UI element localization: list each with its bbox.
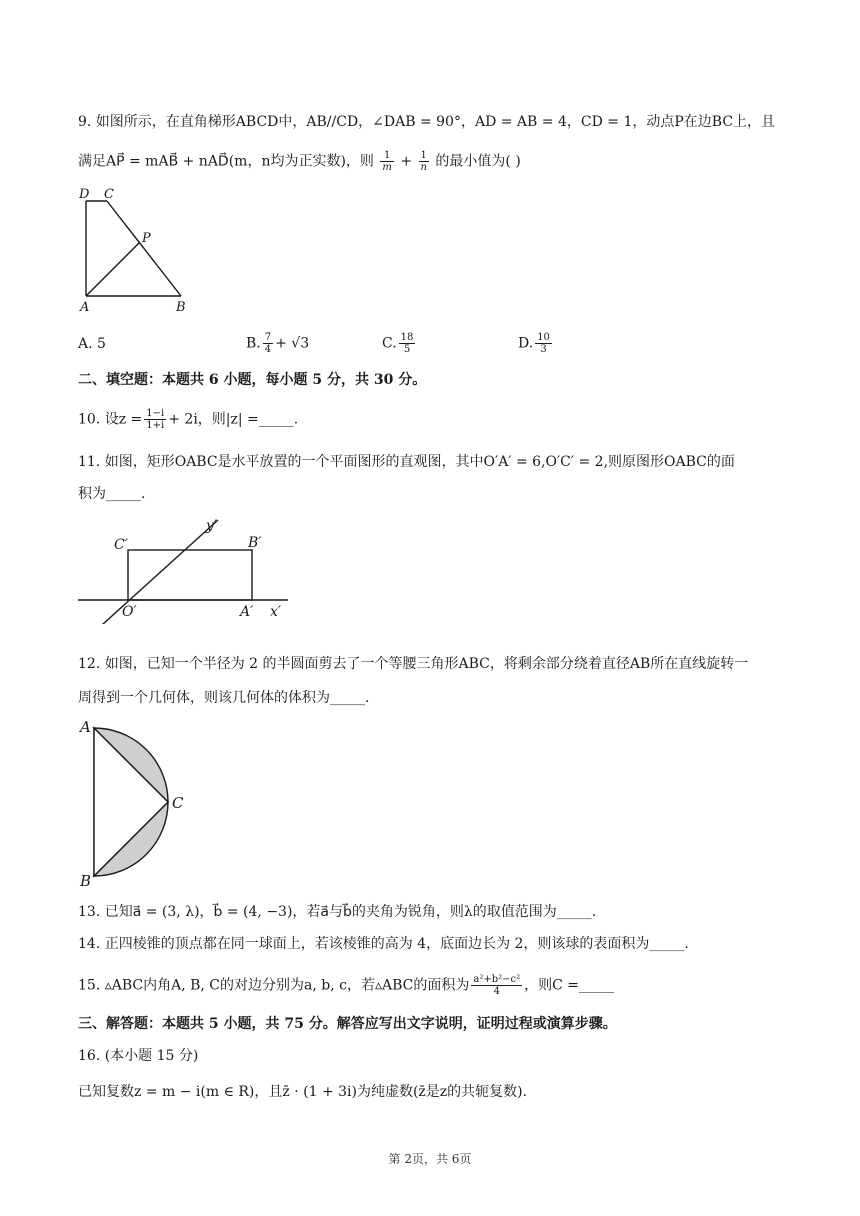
label-c: C [172,794,184,812]
q12-line2: 周得到一个几何体，则该几何体的体积为_____. [78,690,370,706]
q10-line: 10. 设z = $\frac{1-i}{1+i}$ + 2i，则|z| =_____. [78,408,299,431]
q12-semicircle-figure [74,716,204,890]
section3-heading: 三、解答题：本题共 5 小题，共 75 分。解答应写出文字说明，证明过程或演算步骤。 [78,1016,617,1032]
q16-body: 已知复数z = m − i(m ∈ R)，且z̄ · (1 + 3i)为纯虚数(z̄是z的共轭复数). [78,1084,528,1100]
label-d: D [79,187,90,202]
page-footer: 第 2页，共 6页 [388,1152,472,1166]
label-x-prime: x′ [270,604,282,620]
label-b: B [176,300,186,314]
label-a: A [80,718,91,736]
q14-line: 14. 正四棱锥的顶点都在同一球面上，若该棱锥的高为 4，底面边长为 2，则该球的表面积为_____. [78,936,689,952]
q13-line: 13. 已知a⃗ = (3, λ)，b⃗ = (4, −3)，若a⃗与b⃗的夹角为锐角，则λ的取值范围为_____. [78,904,597,920]
q9-trapezoid-figure [74,184,194,314]
q11-oblique-figure [76,514,296,624]
label-b-prime: B′ [248,535,262,551]
label-c: C [104,187,114,202]
label-a-prime: A′ [240,604,254,620]
q11-line1: 11. 如图，矩形OABC是水平放置的一个平面图形的直观图，其中O′A′ = 6,O′C′ = 2,则原图形OABC的面 [78,454,735,470]
q11-line2: 积为_____. [78,486,146,502]
q9-line2-b: 的最小值为( ) [435,153,521,170]
label-c-prime: C′ [114,537,128,553]
q9-choice-c: C. $\frac{18}{5}$ [382,332,414,355]
q9-line1: 9. 如图所示，在直角梯形ABCD中，AB//CD，∠DAB = 90°，AD = AB = 4，CD = 1，动点P在边BC上，且 [78,114,776,130]
q9-choice-b: B. $\frac{7}{4}$ + √3 [246,332,310,355]
q9-frac1: $\frac{1}{m}$ [382,150,392,173]
label-o-prime: O′ [122,604,137,620]
q15-line: 15. ▵ABC内角A, B, C的对边分别为a, b, c，若▵ABC的面积为 $\frac{\text{a²+b²−c²}}{4}$ ，则C =_____ [78,974,615,997]
q9-plus: + [400,153,413,170]
q16-title: 16. (本小题 15 分) [78,1048,199,1064]
section2-heading: 二、填空题：本题共 6 小题，每小题 5 分，共 30 分。 [78,372,427,388]
q9-choice-a: A. 5 [78,336,106,352]
q9-choice-d: D. $\frac{10}{3}$ [518,332,550,355]
q9-line2 [78,150,521,173]
label-y-prime: y′ [206,518,218,534]
q9-line2-a: 满足AP⃗ = mAB⃗ + nAD⃗(m，n均为正实数)，则 [78,153,374,170]
q12-line1: 12. 如图，已知一个半径为 2 的半圆面剪去了一个等腰三角形ABC，将剩余部分绕着直径AB所在直线旋转一 [78,656,749,672]
q9-frac2: $\frac{1}{n}$ [420,150,427,173]
label-b: B [80,872,92,890]
label-a: A [80,300,90,314]
label-p: P [142,231,151,246]
